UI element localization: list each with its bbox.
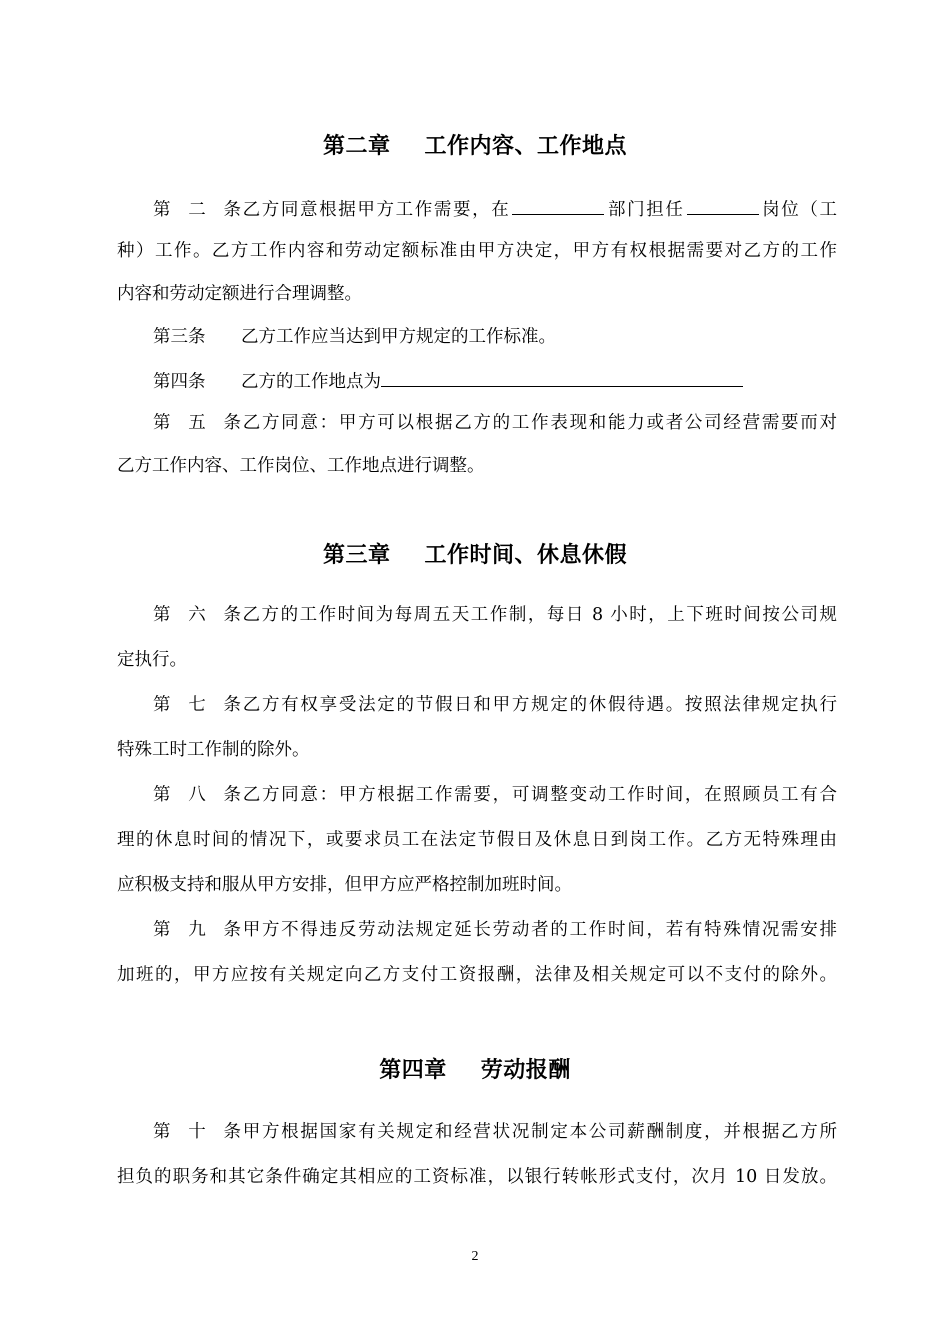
chapter-heading-2 xyxy=(0,132,950,162)
article-label: 第五条 xyxy=(153,413,241,433)
article-9-line-2: 加班的，甲方应按有关规定向乙方支付工资报酬，法律及相关规定可以不支付的除外。 xyxy=(117,965,837,985)
work-location-blank[interactable] xyxy=(381,366,743,387)
article-2-line-3: 内容和劳动定额进行合理调整。 xyxy=(117,284,362,304)
article-10-line-1: 第十条甲方根据国家有关规定和经营状况制定本公司薪酬制度，并根据乙方所 xyxy=(153,1118,837,1146)
article-2-line-2: 种）工作。乙方工作内容和劳动定额标准由甲方决定，甲方有权根据需要对乙方的工作 xyxy=(117,241,837,261)
article-label: 第二条 xyxy=(153,200,241,220)
chapter-title: 劳动报酬 xyxy=(480,1058,571,1083)
article-6-line-2: 定执行。 xyxy=(117,650,187,670)
article-label: 第四条 xyxy=(153,372,206,392)
article-label: 第六条 xyxy=(153,605,241,625)
article-8-line-1: 第八条乙方同意：甲方根据工作需要，可调整变动工作时间，在照顾员工有合 xyxy=(153,781,837,809)
article-7-line-2: 特殊工时工作制的除外。 xyxy=(117,740,310,760)
article-10-line-2: 担负的职务和其它条件确定其相应的工资标准，以银行转帐形式支付，次月 10 日发放。 xyxy=(117,1167,837,1187)
department-blank[interactable] xyxy=(512,194,604,215)
chapter-number: 第二章 xyxy=(322,134,391,159)
article-5-line-1: 第五条乙方同意：甲方可以根据乙方的工作表现和能力或者公司经营需要而对 xyxy=(153,409,837,437)
chapter-title: 工作内容、工作地点 xyxy=(424,134,628,159)
chapter-heading-3 xyxy=(0,541,950,571)
article-6-line-1: 第六条乙方的工作时间为每周五天工作制，每日 8 小时，上下班时间按公司规 xyxy=(153,601,837,629)
article-8-line-2: 理的休息时间的情况下，或要求员工在法定节假日及休息日到岗工作。乙方无特殊理由 xyxy=(117,830,837,850)
article-label: 第三条 xyxy=(153,327,206,347)
chapter-number: 第三章 xyxy=(322,543,391,568)
article-label: 第七条 xyxy=(153,695,241,715)
article-5-line-2: 乙方工作内容、工作岗位、工作地点进行调整。 xyxy=(117,456,485,476)
article-label: 第九条 xyxy=(153,920,241,940)
chapter-number: 第四章 xyxy=(379,1058,447,1083)
article-9-line-1: 第九条甲方不得违反劳动法规定延长劳动者的工作时间，若有特殊情况需安排 xyxy=(153,916,837,944)
article-8-line-3: 应积极支持和服从甲方安排，但甲方应严格控制加班时间。 xyxy=(117,875,572,895)
article-2-line-1: 第二条乙方同意根据甲方工作需要，在 部门担任 岗位（工 xyxy=(153,194,837,224)
article-label: 第十条 xyxy=(153,1122,241,1142)
article-7-line-1: 第七条乙方有权享受法定的节假日和甲方规定的休假待遇。按照法律规定执行 xyxy=(153,691,837,719)
article-label: 第八条 xyxy=(153,785,241,805)
chapter-heading-4 xyxy=(0,1056,950,1086)
article-3: 第三条 乙方工作应当达到甲方规定的工作标准。 xyxy=(153,323,837,351)
page-number: 2 xyxy=(471,1249,479,1264)
chapter-title: 工作时间、休息休假 xyxy=(424,543,628,568)
position-blank[interactable] xyxy=(687,194,759,215)
article-4: 第四条 乙方的工作地点为 xyxy=(153,366,837,396)
